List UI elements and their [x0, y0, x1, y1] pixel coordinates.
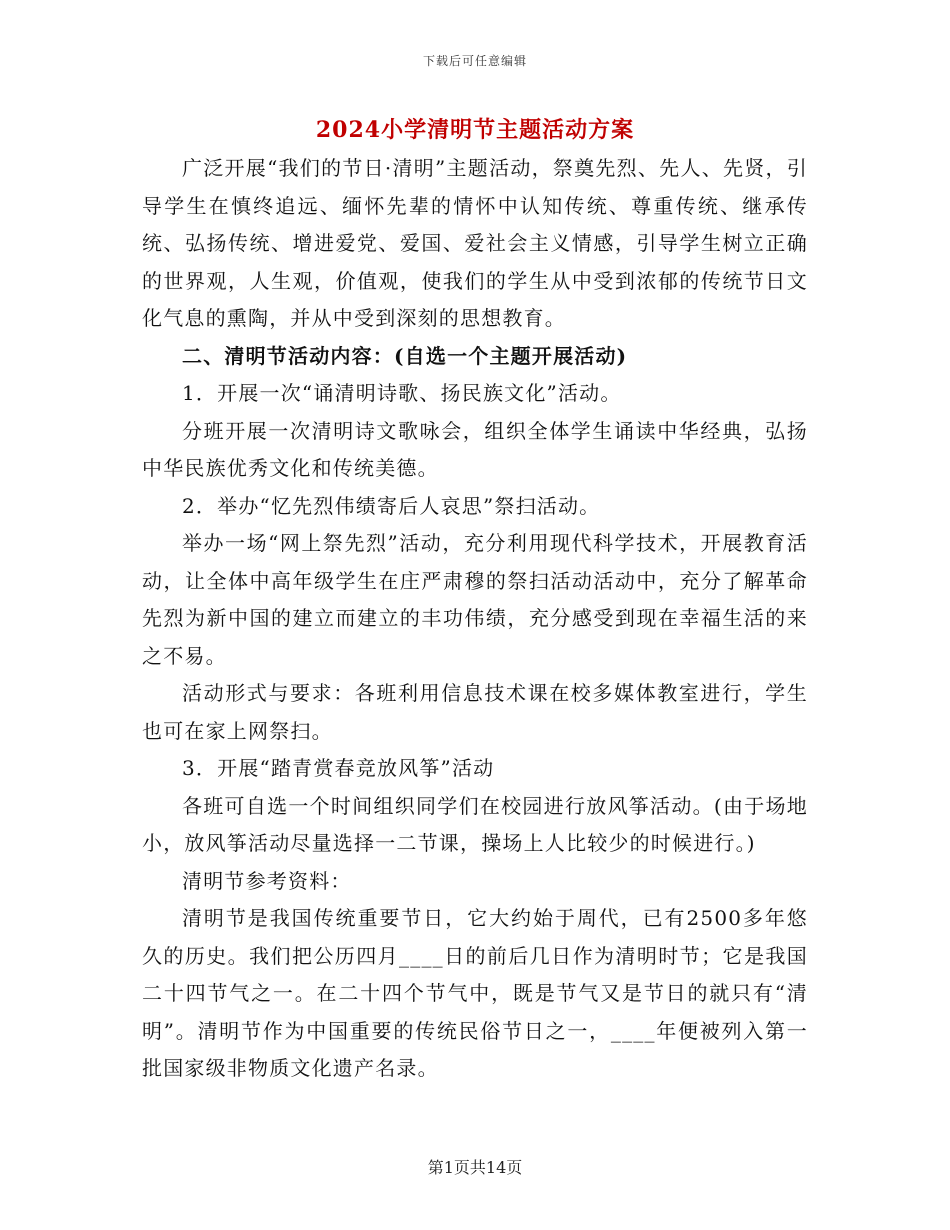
reference-heading: 清明节参考资料： — [182, 868, 352, 893]
activity-2-requirements: 活动形式与要求：各班利用信息技术课在校多媒体教室进行，学生也可在家上网祭扫。 — [142, 681, 808, 743]
document-body — [142, 150, 808, 1088]
activity-2-heading: 2．举办“忆先烈伟绩寄后人哀思”祭扫活动。 — [182, 493, 601, 518]
header-note: 下载后可任意编辑 — [422, 54, 527, 68]
document-title: 2024小学清明节主题活动方案 — [315, 117, 635, 143]
activity-3-heading: 3．开展“踏青赏春竞放风筝”活动 — [182, 756, 495, 780]
section-heading: 二、清明节活动内容：(自选一个主题开展活动) — [182, 343, 628, 368]
reference-text: 清明节是我国传统重要节日，它大约始于周代，已有2500多年悠久的历史。我们把公历四月____日的前后几日作为清明时节；它是我国二十四节气之一。在二十四个节气中，既是节气又是节日的就只有“清明”。清明节作为中国重要的传统民俗节日之一，____年便被列入第一批国家级非物质文化遗产名录。 — [142, 906, 808, 1080]
activity-1-heading: 1．开展一次“诵清明诗歌、扬民族文化”活动。 — [182, 381, 622, 405]
activity-2-text: 举办一场“网上祭先烈”活动，充分利用现代科学技术，开展教育活动，让全体中高年级学生在庄严肃穆的祭扫活动活动中，充分了解革命先烈为新中国的建立而建立的丰功伟绩，充分感受到现在幸福生活的来之不易。 — [142, 531, 808, 668]
activity-1-text: 分班开展一次清明诗文歌咏会，组织全体学生诵读中华经典，弘扬中华民族优秀文化和传统美德。 — [142, 418, 808, 480]
page-footer: 第1页共14页 — [427, 1158, 523, 1177]
activity-3-text: 各班可自选一个时间组织同学们在校园进行放风筝活动。(由于场地小，放风筝活动尽量选择一二节课，操场上人比较少的时候进行。) — [142, 793, 808, 855]
intro-paragraph: 广泛开展“我们的节日·清明”主题活动，祭奠先烈、先人、先贤，引导学生在慎终追远、缅怀先辈的情怀中认知传统、尊重传统、继承传统、弘扬传统、增进爱党、爱国、爱社会主义情感，引导学生树立正确的世界观，人生观，价值观，使我们的学生从中受到浓郁的传统节日文化气息的熏陶，并从中受到深刻的思想教育。 — [142, 156, 808, 330]
